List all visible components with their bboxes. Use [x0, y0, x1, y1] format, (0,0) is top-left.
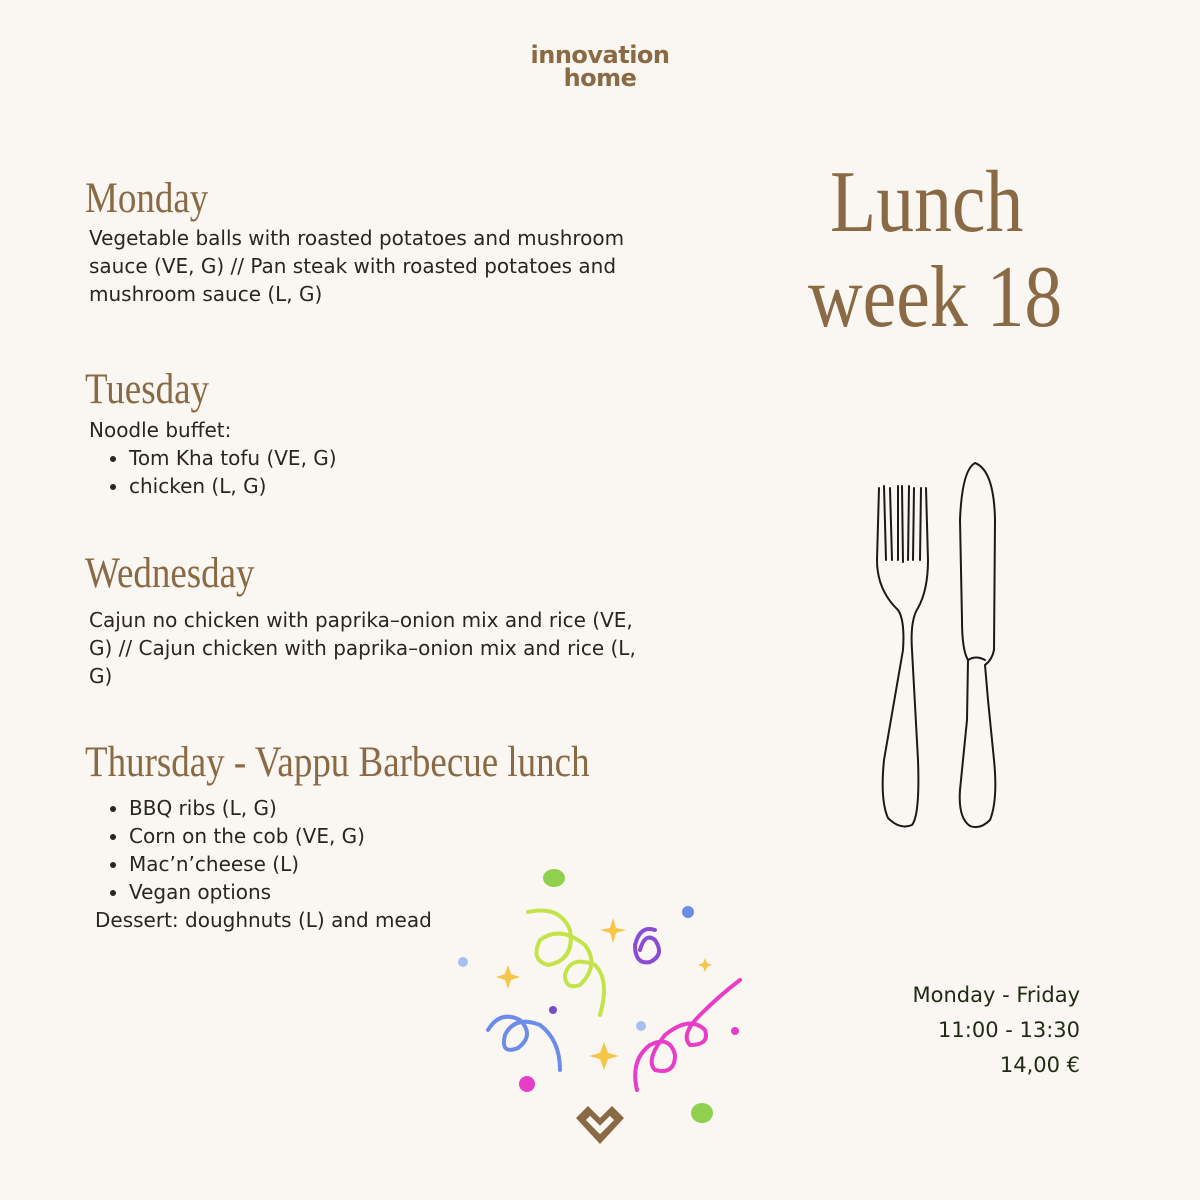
list-item: • Corn on the cob (VE, G) — [129, 822, 549, 850]
hours-time: 11:00 - 13:30 — [938, 1018, 1080, 1042]
page-title-line2: week 18 — [808, 249, 1063, 346]
tuesday-intro: Noodle buffet: — [89, 418, 232, 442]
wednesday-menu-text: Cajun no chicken with paprika–onion mix and rice (VE, G) // Cajun chicken with paprika–onion mix and rice (L, G) — [89, 608, 636, 688]
wednesday-heading: Wednesday — [85, 550, 255, 597]
opening-hours — [913, 978, 1080, 1083]
list-item: • Tom Kha tofu (VE, G) — [129, 444, 589, 472]
brand-mark-icon — [574, 1104, 626, 1148]
list-item: • BBQ ribs (L, G) — [129, 794, 549, 822]
thursday-heading: Thursday - Vappu Barbecue lunch — [85, 739, 590, 786]
price: 14,00 € — [999, 1053, 1080, 1077]
brand-logo-line2: home — [563, 64, 637, 92]
list-item: • chicken (L, G) — [129, 472, 589, 500]
monday-menu-text: Vegetable balls with roasted potatoes and mushroom sauce (VE, G) // Pan steak with roasted potatoes and mushroom sauce (L, G) — [89, 226, 625, 306]
brand-logo-line1: innovation — [530, 41, 670, 69]
tuesday-heading: Tuesday — [85, 366, 209, 413]
monday-heading: Monday — [85, 175, 209, 222]
thursday-dessert: Dessert: doughnuts (L) and mead — [95, 908, 432, 932]
list-item: • Mac’n’cheese (L) — [129, 850, 549, 878]
list-item: • Vegan options — [129, 878, 549, 906]
page-title-line1: Lunch — [830, 154, 1024, 251]
hours-days: Monday - Friday — [912, 983, 1080, 1007]
